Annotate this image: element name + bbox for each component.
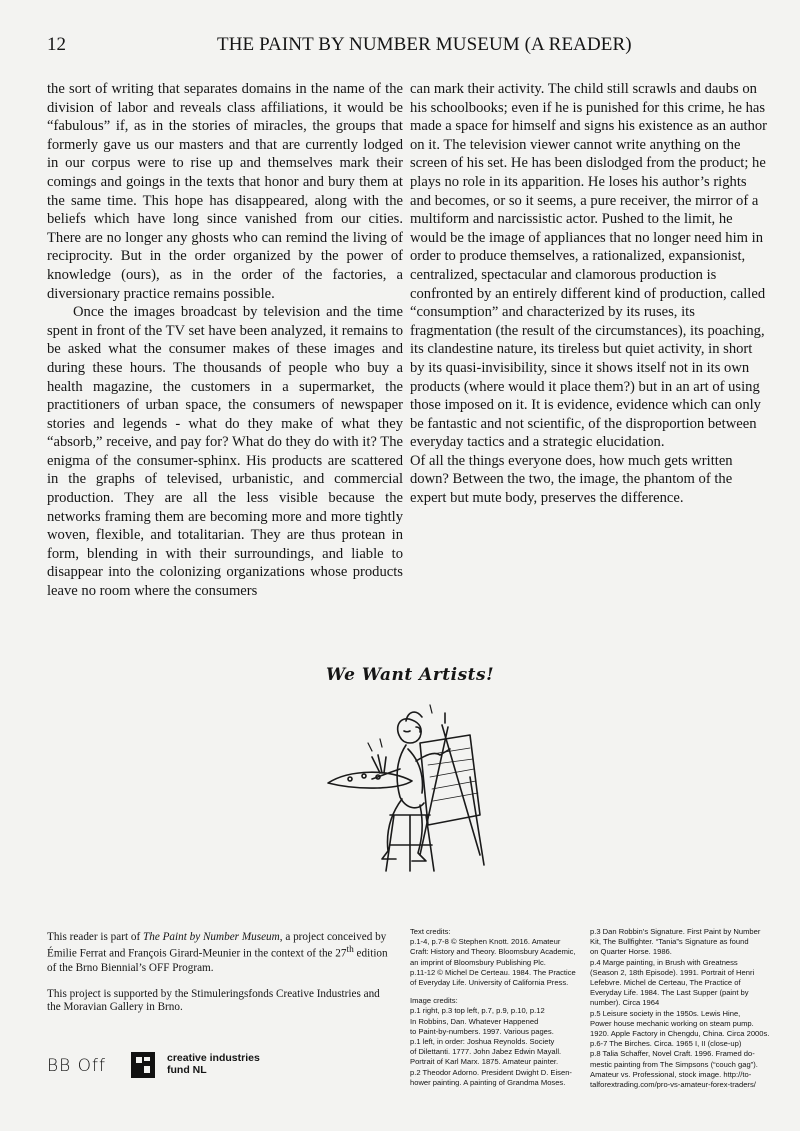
running-title: THE PAINT BY NUMBER MUSEUM (A READER): [217, 34, 632, 55]
project-title: The Paint by Number Museum: [143, 931, 280, 943]
credit-line: to Paint-by-numbers. 1997. Various pages.: [410, 1026, 554, 1036]
credit-line: p.5 Leisure society in the 1950s. Lewis Hine,: [590, 1008, 741, 1018]
credit-line: Kit, The Bullfighter. “Tania”s Signature as found: [590, 937, 749, 947]
credit-line: Everyday Life. 1984. The Last Supper (paint by: [590, 988, 749, 998]
project-note: [47, 931, 392, 1028]
credit-line: of Everyday Life. University of California Press.: [410, 978, 569, 988]
page-number: 12: [47, 34, 66, 55]
left-text-column: [47, 80, 403, 601]
credit-line: 1920. Apple Factory in Chengdu, China. Circa 2000s.: [590, 1029, 770, 1039]
credit-line: p.6-7 The Birches. Circa. 1965 I, II (close-up): [590, 1039, 742, 1049]
credit-line: of Dilettanti. 1777. John Jabez Edwin Mayall.: [410, 1047, 562, 1057]
credits-column-a: [410, 927, 580, 1088]
credit-line: p.1 left, in order: Joshua Reynolds. Society: [410, 1037, 555, 1047]
text-credits-heading: Text credits:: [410, 927, 451, 936]
credit-line: p.2 Theodor Adorno. President Dwight D. Eisen-: [410, 1067, 572, 1077]
credit-line: p.1 right, p.3 top left, p.7, p.9, p.10, p.12: [410, 1006, 545, 1016]
credit-line: Craft: History and Theory. Bloomsbury Academic,: [410, 947, 576, 957]
about-paragraph: This reader is part of The Paint by Number Museum, a project conceived by Émilie Ferrat and François Girard-Meunier in the context of the 27th edition of the Brno Biennial’s OFF Program.: [47, 931, 388, 974]
painter-at-easel-drawing: [320, 665, 500, 890]
creative-industries-logo-text: creative industries fund NL: [167, 1052, 260, 1076]
credit-line: on Quarter Horse. 1986.: [590, 947, 672, 957]
illustration-title: We Want Artists!: [325, 665, 495, 685]
credit-line: an imprint of Bloomsbury Publishing Plc.: [410, 957, 546, 967]
bb-off-logo: BB Off: [47, 1056, 107, 1076]
credit-line: (Season 2, 18th Episode). 1991. Portrait of Henri: [590, 967, 755, 977]
credits-column-b: [590, 927, 770, 1090]
credit-line: p.3 Dan Robbin’s Signature. First Paint by Number: [590, 927, 761, 936]
right-text-column: [410, 80, 770, 508]
credit-line: In Robbins, Dan. Whatever Happened: [410, 1016, 539, 1026]
credit-line: p.8 Talia Schaffer, Novel Craft. 1996. Framed do-: [590, 1049, 755, 1059]
credit-line: p.4 Marge painting, in Brush with Greatness: [590, 957, 738, 967]
support-paragraph: This project is supported by the Stimuleringsfonds Creative Industries and the Moravian Gallery in Brno.: [47, 987, 380, 1014]
credit-line: mestic painting from The Simpsons (“couch gag”).: [590, 1059, 758, 1069]
body-paragraph: Once the images broadcast by television and the time spent in front of the TV set have been analyzed, it remains to be asked what the consumer makes of these images and during these hours. The thousands of people who buy a health magazine, the customers in a supermarket, the practitioners of urban space, the consumers of newspaper stories and legends - what do they make of what they “absorb,” receive, and pay for? What do they do with it? The enigma of the consumer-sphinx. His products are scattered in the graphs of televised, urbanistic, and commercial production. They are all the less visible because the networks framing them are becoming more and more tightly woven, flexible, and totalitarian. They are thus protean in form, blending in with their surroundings, and liable to disappear into the colonizing organizations whose products leave no room where the consumers: [47, 304, 403, 600]
cartoon-illustration: [320, 665, 500, 890]
credit-line: talforextrading.com/pro-vs-amateur-forex-traders/: [590, 1080, 756, 1090]
credit-line: Amateur vs. Professional, stock image. http://to-: [590, 1069, 752, 1079]
creative-industries-mark-icon: [131, 1052, 155, 1078]
body-paragraph: can mark their activity. The child still scrawls and daubs on his schoolbooks; even if he is punished for this crime, he has made a space for himself and signs his existence as an author on it. The television viewer cannot write anything on the screen of his set. He has been dislodged from the product; he plays no role in its apparition. He loses his author’s rights and becomes, or so it seems, a pure receiver, the mirror of a multiform and narcissistic actor. Pushed to the limit, he would be the image of appliances that no longer need him in order to produce themselves, a rationalized, expansionist, centralized, spectacular and clamorous production is confronted by an entirely different kind of production, called “consumption” and characterized by its ruses, its fragmentation (the result of the circumstances), its poaching, its clandestine nature, its tireless but quiet activity, in short by its quasi-invisibility, since it shows itself not in its own products (where would it place them?) but in an art of using those imposed on it. It is evidence, evidence which can only be fantastic and not scientific, of the disproportion between everyday tactics and a strategic elucidation.: [410, 81, 768, 451]
body-paragraph: the sort of writing that separates domains in the name of the division of labor and reveals class affiliations, it would be “fabulous” if, as in the stories of miracles, the groups that formerly gave us our masters and that are currently lodged in our corpus were to rise up and themselves mark their comings and goings in the texts that honor and bury them at the same time. This hope has disappeared, along with the beliefs which have long since vanished from our cities. There are no longer any ghosts who can remind the living of reciprocity. But in the order organized by the power of knowledge (ours), as in the order of the factories, a diversionary practice remains possible.: [47, 81, 403, 302]
credit-line: p.11-12 © Michel De Certeau. 1984. The Practice: [410, 967, 576, 977]
credit-line: number). Circa 1964: [590, 998, 660, 1008]
image-credits-heading: Image credits:: [410, 996, 458, 1006]
body-paragraph: Of all the things everyone does, how much gets written down? Between the two, the image, the phantom of the expert but mute body, preserves the difference.: [410, 452, 733, 507]
credit-line: p.1-4, p.7-8 © Stephen Knott. 2016. Amateur: [410, 937, 561, 947]
credit-line: Lefebvre. Michel de Certeau, The Practice of: [590, 978, 741, 988]
credit-line: Portrait of Karl Marx. 1875. Amateur painter.: [410, 1057, 559, 1067]
credit-line: hower painting. A painting of Grandma Moses.: [410, 1077, 566, 1087]
credit-line: Power house mechanic working on steam pump.: [590, 1018, 754, 1028]
